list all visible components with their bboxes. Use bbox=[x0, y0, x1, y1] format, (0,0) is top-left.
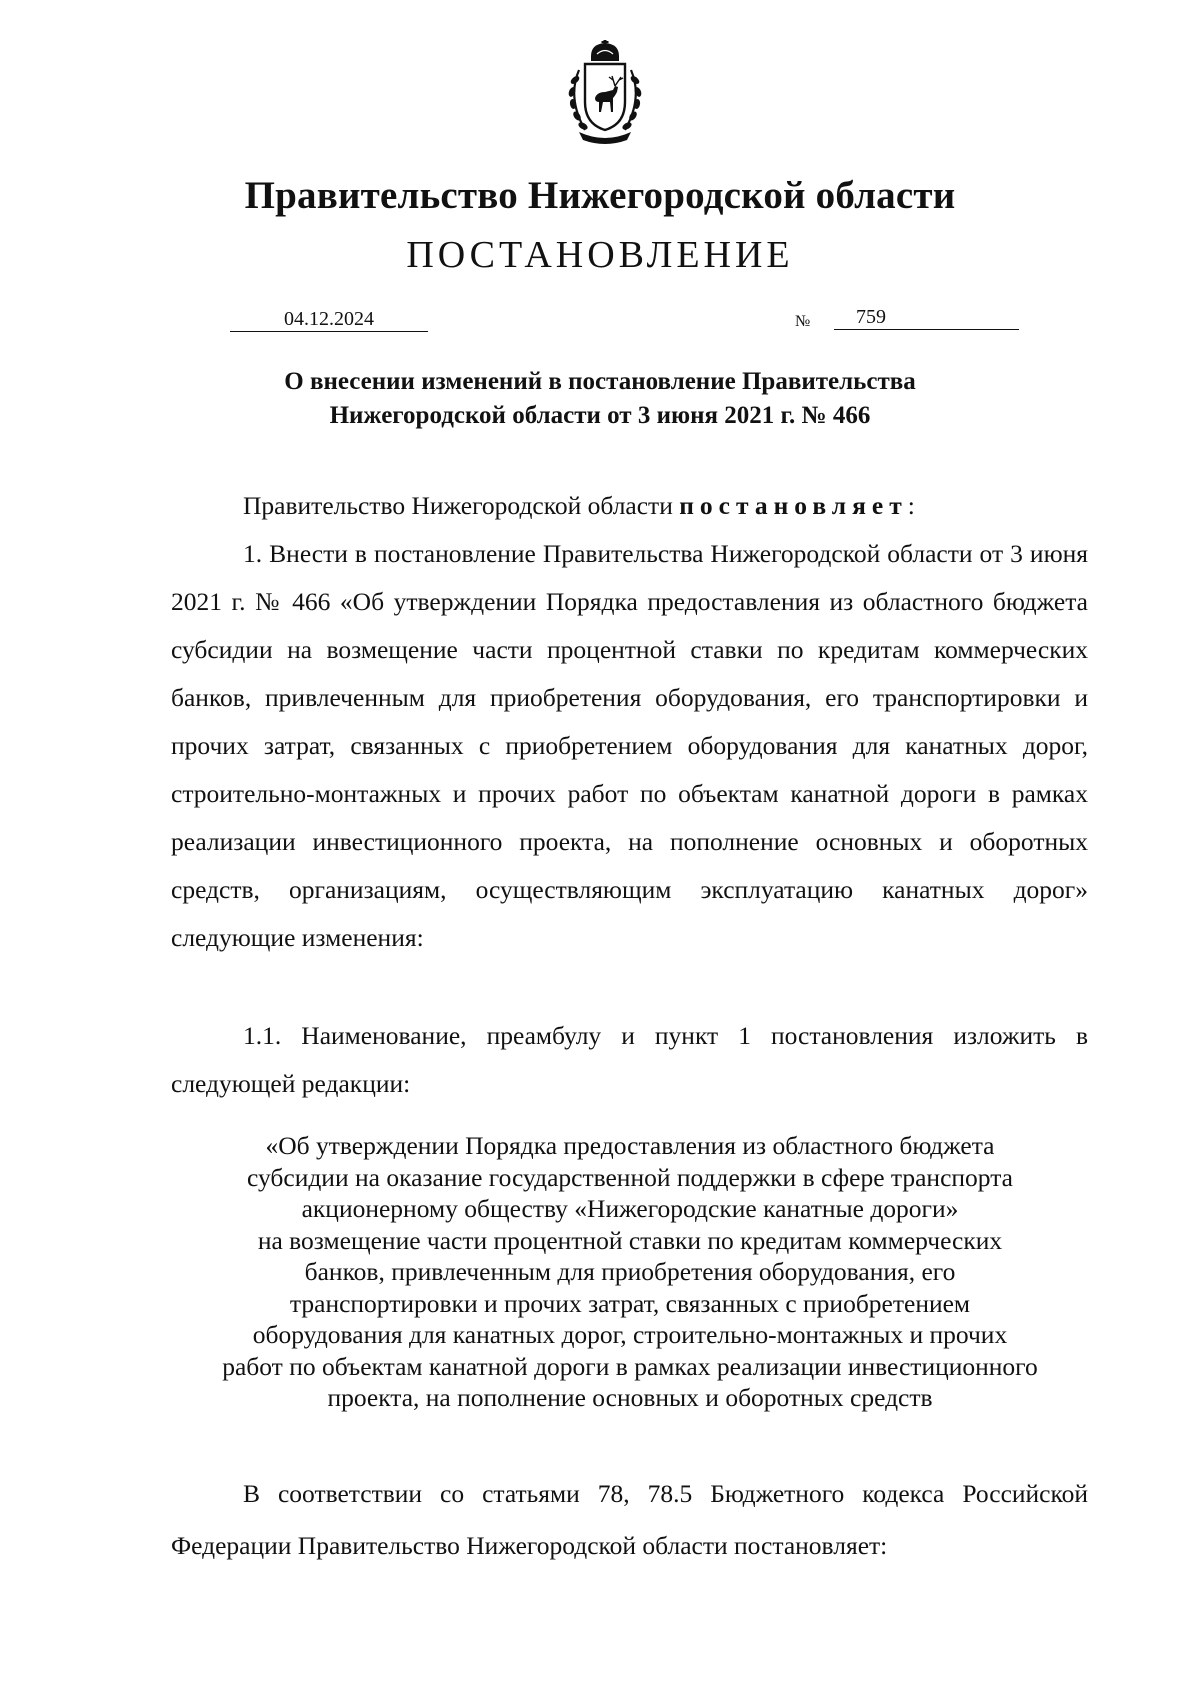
quote-line: оборудования для канатных дорог, строительно-монтажных и прочих bbox=[252, 1320, 1008, 1349]
number-sign: № bbox=[795, 313, 811, 330]
quote-line: банков, привлеченным для приобретения оборудования, его bbox=[304, 1257, 956, 1286]
quote-line: «Об утверждении Порядка предоставления из областного бюджета bbox=[265, 1131, 995, 1160]
nizhny-novgorod-coat-of-arms-icon bbox=[557, 40, 653, 148]
document-date: 04.12.2024 bbox=[230, 308, 428, 332]
item-1-1-paragraph: 1.1. Наименование, преамбулу и пункт 1 постановления изложить в следующей редакции: bbox=[171, 1021, 1088, 1098]
subject-line-2: Нижегородской области от 3 июня 2021 г. № 466 bbox=[329, 402, 871, 429]
intro-keyword: постановляет bbox=[679, 491, 908, 520]
intro-suffix: : bbox=[907, 491, 915, 520]
document-subject bbox=[150, 365, 1050, 433]
subject-line-1: О внесении изменений в постановление Правительства bbox=[284, 368, 916, 395]
quote-line: на возмещение части процентной ставки по кредитам коммерческих bbox=[257, 1225, 1003, 1255]
preamble-paragraph: В соответствии со статьями 78, 78.5 Бюджетного кодекса Российской Федерации Правительство Нижегородской области постановляет: bbox=[171, 1479, 1088, 1560]
document-number: 759 bbox=[856, 306, 886, 328]
quote-line: проекта, на пополнение основных и оборотных средств bbox=[327, 1383, 933, 1412]
quote-line: акционерному обществу «Нижегородские канатные дороги» bbox=[301, 1194, 959, 1223]
government-name: Правительство Нижегородской области bbox=[244, 174, 956, 217]
document-number-field bbox=[834, 306, 1019, 330]
intro-paragraph bbox=[171, 482, 1088, 530]
quoted-title-block bbox=[160, 1130, 1100, 1414]
quote-line: работ по объектам канатной дороги в рамках реализации инвестиционного bbox=[222, 1351, 1038, 1381]
intro-prefix: Правительство Нижегородской области bbox=[243, 491, 673, 520]
quote-line: субсидии на оказание государственной поддержки в сфере транспорта bbox=[247, 1162, 1013, 1192]
document-type: ПОСТАНОВЛЕНИЕ bbox=[406, 234, 794, 276]
quote-line: транспортировки и прочих затрат, связанных с приобретением bbox=[289, 1288, 971, 1318]
item-1-paragraph: 1. Внести в постановление Правительства Нижегородской области от 3 июня 2021 г. № 466 «Об утверждении Порядка предоставления из областного бюджета субсидии на возмещение части процентной ставки по кредитам коммерческих банков, привлеченным для приобретения оборудования, его транспортировки и прочих затрат, связанных с приобретением оборудования для канатных дорог, строительно-монтажных и прочих работ по объектам канатной дороги в рамках реализации инвестиционного проекта, на пополнение основных и оборотных средств, организациям, осуществляющим эксплуатацию канатных дорог» следующие изменения: bbox=[171, 539, 1088, 952]
